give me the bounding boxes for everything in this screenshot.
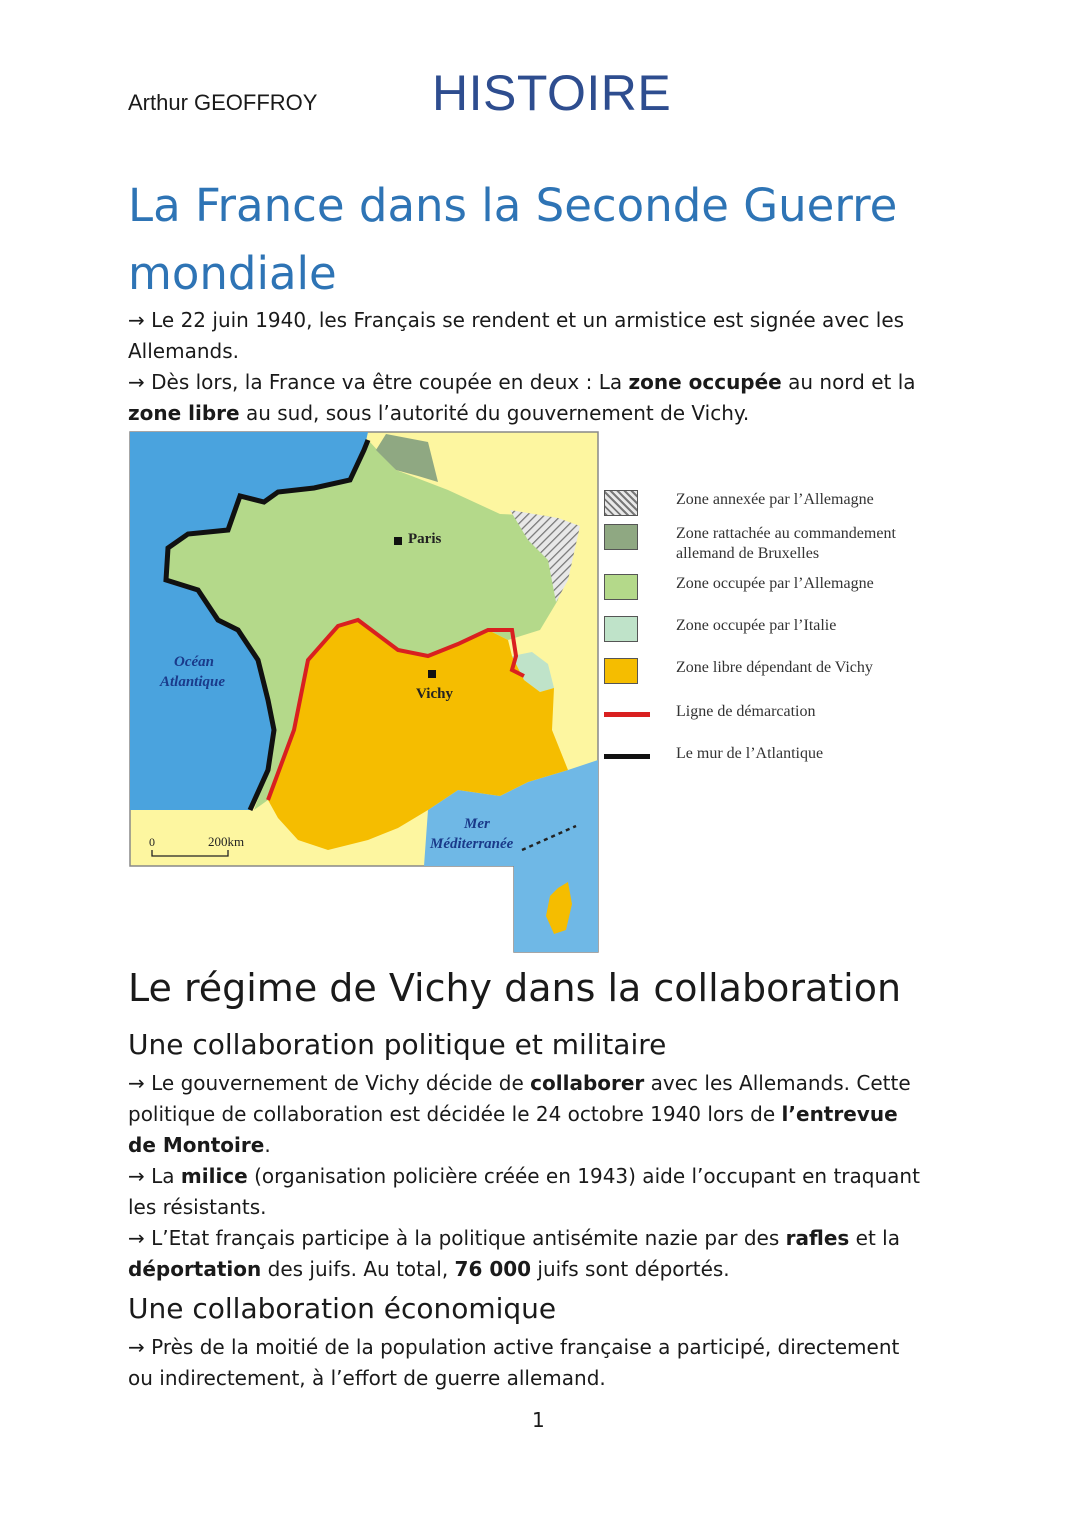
subsection-title-political: Une collaboration politique et militaire bbox=[128, 1028, 667, 1061]
legend-swatch-italy bbox=[604, 616, 638, 642]
legend-row-wall: Le mur de l’Atlantique bbox=[604, 744, 936, 764]
france-map-svg bbox=[128, 430, 600, 954]
section-title-france-ww2: La France dans la Seconde Guerre mondiale bbox=[128, 179, 898, 300]
arrow-icon: → bbox=[128, 1164, 145, 1188]
paragraph-collaboration: → Le gouvernement de Vichy décide de collaborer avec les Allemands. Cette politique de collaboration est décidée le 24 octobre 1940 lors de l’entrevue de Montoire. bbox=[128, 1071, 911, 1157]
paragraph-milice: → La milice (organisation policière créée en 1943) aide l’occupant en traquant les résistants. bbox=[128, 1164, 920, 1219]
legend-row-annexed: Zone annexée par l’Allemagne bbox=[604, 490, 936, 516]
legend-row-italy: Zone occupée par l’Italie bbox=[604, 616, 936, 642]
legend-row-free: Zone libre dépendant de Vichy bbox=[604, 658, 936, 684]
arrow-icon: → bbox=[128, 308, 145, 332]
scale-zero: 0 bbox=[149, 835, 155, 849]
arrow-icon: → bbox=[128, 1071, 145, 1095]
subject-title: HISTOIRE bbox=[432, 65, 672, 121]
author-name: Arthur GEOFFROY bbox=[128, 90, 318, 115]
label-vichy: Vichy bbox=[416, 686, 453, 702]
scale-200km: 200km bbox=[208, 834, 245, 849]
legend-row-occupied: Zone occupée par l’Allemagne bbox=[604, 574, 936, 600]
legend-line-wall bbox=[604, 754, 650, 759]
france-map bbox=[128, 430, 600, 954]
label-ocean-2: Atlantique bbox=[160, 674, 226, 690]
legend-swatch-brussels bbox=[604, 524, 638, 550]
label-sea-1: Mer bbox=[464, 816, 490, 832]
legend-line-demarcation bbox=[604, 712, 650, 717]
arrow-icon: → bbox=[128, 1226, 145, 1250]
paragraph-armistice: → Le 22 juin 1940, les Français se rendent et un armistice est signée avec les Allemands. bbox=[128, 308, 905, 363]
label-ocean-1: Océan bbox=[174, 654, 214, 670]
legend-swatch-free bbox=[604, 658, 638, 684]
subsection-title-economic: Une collaboration économique bbox=[128, 1292, 557, 1325]
legend-swatch-annexed bbox=[604, 490, 638, 516]
legend-swatch-occupied bbox=[604, 574, 638, 600]
legend-row-brussels: Zone rattachée au commandement allemand de Bruxelles bbox=[604, 524, 936, 564]
paris-marker bbox=[394, 537, 402, 545]
paragraph-zones: → Dès lors, la France va être coupée en deux : La zone occupée au nord et la zone libre au sud, sous l’autorité du gouvernement de Vichy. bbox=[128, 370, 916, 425]
label-paris: Paris bbox=[408, 531, 442, 547]
page-number: 1 bbox=[532, 1408, 545, 1432]
paragraph-deportation: → L’Etat français participe à la politique antisémite nazie par des rafles et la déportation des juifs. Au total, 76 000 juifs sont déportés. bbox=[128, 1226, 900, 1281]
label-sea-2: Méditerranée bbox=[430, 836, 514, 852]
paragraph-economic: → Près de la moitié de la population active française a participé, directement ou indirectement, à l’effort de guerre allemand. bbox=[128, 1335, 900, 1390]
arrow-icon: → bbox=[128, 370, 145, 394]
section-title-vichy: Le régime de Vichy dans la collaboration bbox=[128, 966, 902, 1010]
arrow-icon: → bbox=[128, 1335, 145, 1359]
vichy-marker bbox=[428, 670, 436, 678]
legend-row-demarcation: Ligne de démarcation bbox=[604, 702, 936, 722]
